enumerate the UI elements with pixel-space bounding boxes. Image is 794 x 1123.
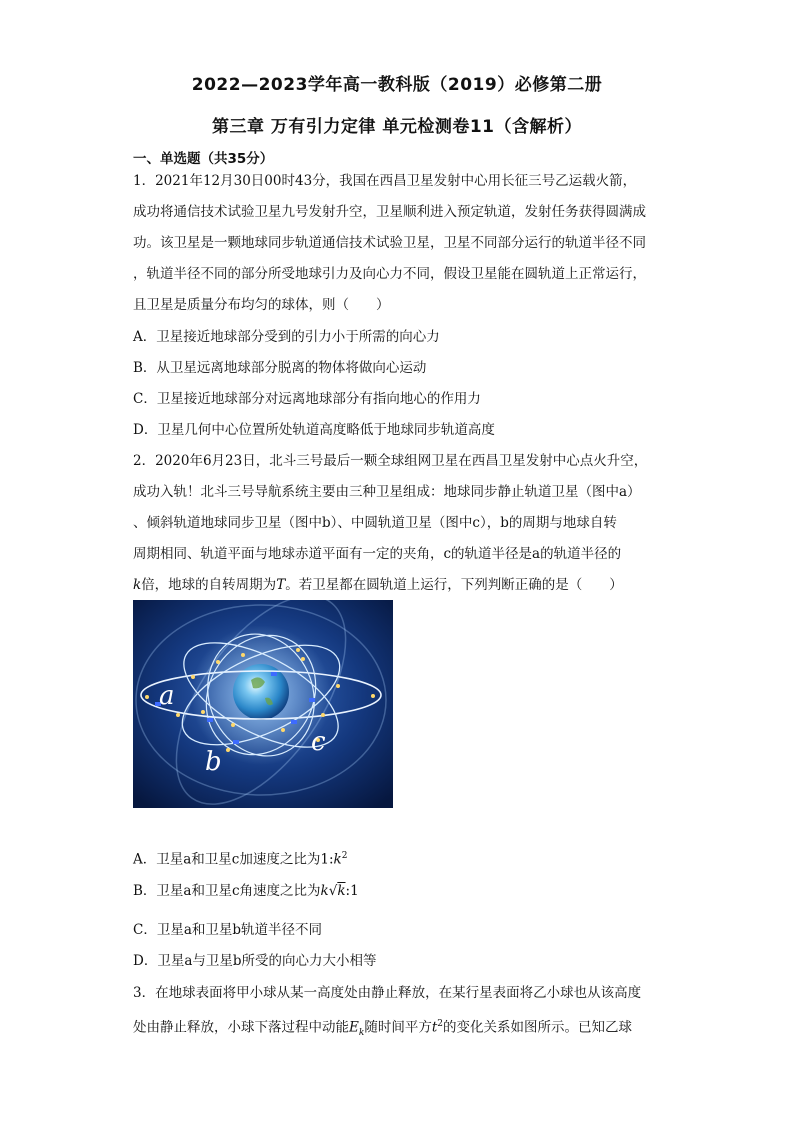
- q2-line-2: 成功入轨！北斗三号导航系统主要由三种卫星组成：地球同步静止轨道卫星（图中a）: [133, 484, 641, 500]
- orbit-diagram: [133, 600, 393, 808]
- title-line-1: 2022—2023学年高一教科版（2019）必修第二册: [191, 75, 603, 95]
- q3-line-2: [133, 1014, 632, 1043]
- q2-line5-text1: 倍，地球的自转周期为: [141, 577, 277, 593]
- q2-line-4: 周期相同、轨道平面与地球赤道平面有一定的夹角，c的轨道半径是a的轨道半径的: [133, 546, 622, 562]
- orbit-label-a: a: [159, 681, 175, 711]
- q1-option-a: A．卫星接近地球部分受到的引力小于所需的向心力: [133, 329, 440, 345]
- q1-line-2: 成功将通信技术试验卫星九号发射升空，卫星顺利进入预定轨道，发射任务获得圆满成: [133, 204, 646, 220]
- q3-var-t-exp: 2: [437, 1019, 443, 1029]
- q2-option-b-text: B．卫星a和卫星c角速度之比为: [133, 883, 321, 899]
- q2-option-b-end: :1: [345, 883, 359, 899]
- q3-line2-text1: 处由静止释放，小球下落过程中动能: [133, 1019, 349, 1036]
- q3-var-ek-sub: k: [358, 1028, 365, 1039]
- q2-option-d: D．卫星a与卫星b所受的向心力大小相等: [133, 953, 377, 969]
- title-line-2: 第三章 万有引力定律 单元检测卷11（含解析）: [212, 117, 582, 137]
- orbit-label-c: c: [311, 727, 326, 757]
- q3-var-t: t: [431, 1019, 438, 1036]
- q1-line-4: ，轨道半径不同的部分所受地球引力及向心力不同，假设卫星能在圆轨道上正常运行，: [133, 266, 646, 282]
- q2-option-a-k: k: [333, 851, 342, 868]
- q1-option-d: D．卫星几何中心位置所处轨道高度略低于地球同步轨道高度: [133, 422, 495, 438]
- q2-option-a-exp: 2: [341, 851, 348, 861]
- q3-line2-text2: 随时间平方: [364, 1019, 432, 1036]
- q1-line-1: 1．2021年12月30日00时43分，我国在西昌卫星发射中心用长征三号乙运载火箭，: [133, 173, 637, 189]
- q1-line-3: 功。该卫星是一颗地球同步轨道通信技术试验卫星，卫星不同部分运行的轨道半径不同: [133, 235, 646, 251]
- q2-option-a-text: A．卫星a和卫星c加速度之比为1:: [133, 851, 334, 868]
- q2-var-k: k: [133, 577, 142, 593]
- q3-line2-text3: 的变化关系如图所示。已知乙球: [443, 1019, 632, 1036]
- q2-line-1: 2．2020年6月23日，北斗三号最后一颗全球组网卫星在西昌卫星发射中心点火升空，: [133, 453, 648, 469]
- q2-option-b-k: k: [320, 883, 329, 899]
- satellite-orbit-figure: [133, 600, 393, 808]
- q1-line-5: 且卫星是质量分布均匀的球体，则（ ）: [133, 297, 390, 313]
- q2-option-b: [133, 881, 359, 901]
- q1-option-b: B．从卫星远离地球部分脱离的物体将做向心运动: [133, 360, 427, 376]
- q3-var-ek: E: [349, 1019, 359, 1036]
- section-heading: 一、单选题（共35分）: [133, 151, 274, 167]
- sqrt-icon: √: [328, 883, 338, 899]
- q2-option-c: C．卫星a和卫星b轨道半径不同: [133, 922, 323, 938]
- q1-option-c: C．卫星接近地球部分对远离地球部分有指向地心的作用力: [133, 391, 481, 407]
- q2-option-a: [133, 846, 347, 870]
- q2-option-b-sqrt-arg: k: [337, 883, 346, 899]
- q2-line-5: [133, 575, 623, 595]
- q2-line5-text2: 。若卫星都在圆轨道上运行，下列判断正确的是（ ）: [285, 577, 623, 593]
- q2-var-t: T: [276, 577, 286, 593]
- q2-line-3: 、倾斜轨道地球同步卫星（图中b）、中圆轨道卫星（图中c），b的周期与地球自转: [133, 515, 617, 531]
- q3-line-1: 3．在地球表面将甲小球从某一高度处由静止释放，在某行星表面将乙小球也从该高度: [133, 985, 642, 1001]
- orbit-label-b: b: [205, 747, 222, 777]
